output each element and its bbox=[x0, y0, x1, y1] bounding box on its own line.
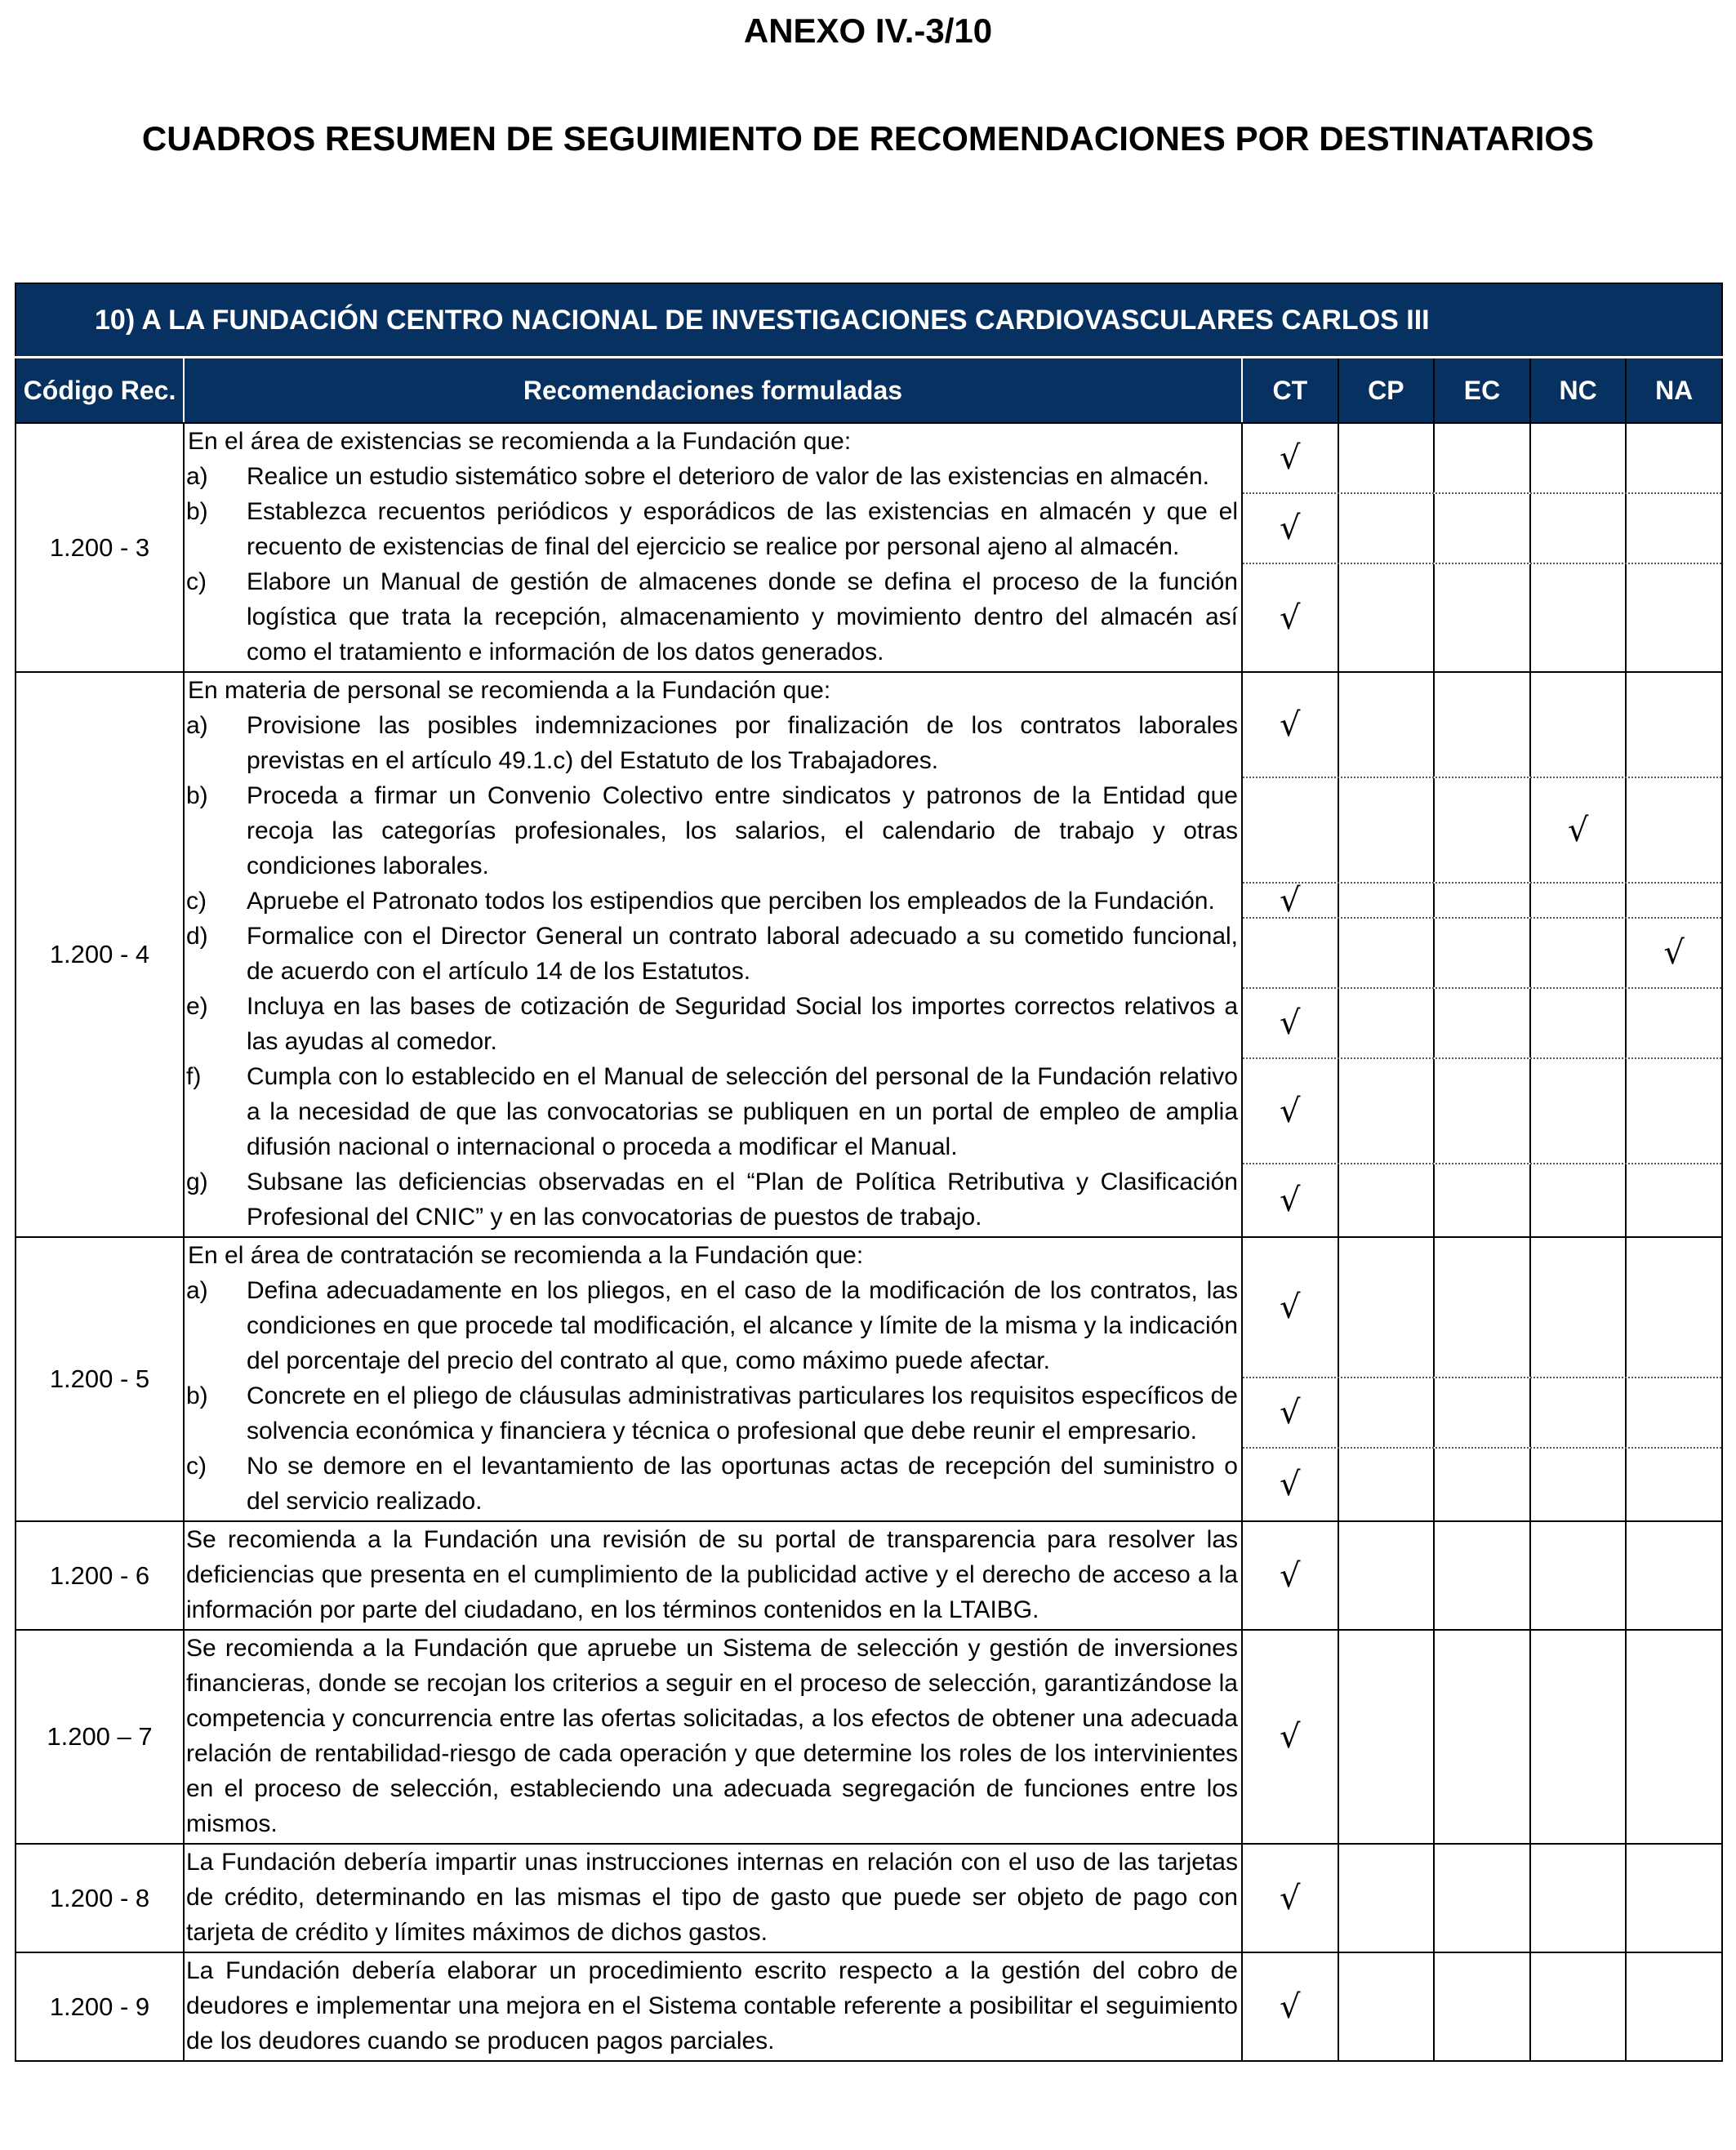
check-mark-ct: √ bbox=[1243, 1522, 1339, 1629]
status-row bbox=[1243, 1449, 1721, 1520]
check-mark-ct: √ bbox=[1243, 1631, 1339, 1843]
status-cell-ec bbox=[1435, 1059, 1531, 1163]
column-header-nc: NC bbox=[1530, 358, 1627, 424]
status-cell-nc bbox=[1531, 1164, 1627, 1236]
status-row bbox=[1243, 494, 1721, 564]
item-letter: d) bbox=[186, 923, 208, 950]
status-cell-cp bbox=[1339, 778, 1436, 882]
item-text: Apruebe el Patronato todos los estipendios que perciben los empleados de la Fundación. bbox=[247, 888, 1215, 915]
recommendation-item bbox=[185, 1164, 1241, 1235]
status-cell-na bbox=[1627, 1522, 1721, 1629]
recommendation-text-cell bbox=[184, 1952, 1242, 2061]
status-cell-ec bbox=[1435, 919, 1531, 987]
status-cell-ec bbox=[1435, 1378, 1531, 1447]
item-letter: b) bbox=[186, 782, 208, 809]
check-mark-ct: √ bbox=[1243, 1845, 1339, 1952]
recommendation-item bbox=[185, 1273, 1241, 1378]
status-cell-cp bbox=[1339, 1631, 1436, 1843]
item-text: Formalice con el Director General un contrato laboral adecuado a su cometido funcional, de acuerdo con el artículo 14 de los Estatutos. bbox=[247, 923, 1238, 985]
status-cell-ct bbox=[1243, 919, 1339, 987]
recommendation-intro: En materia de personal se recomienda a la Fundación que: bbox=[188, 677, 831, 704]
status-cell-cp bbox=[1339, 1059, 1436, 1163]
recommendation-item bbox=[185, 919, 1241, 989]
column-header-na: NA bbox=[1626, 358, 1722, 424]
item-text: Incluya en las bases de cotización de Seguridad Social los importes correctos relativos a las ayudas al comedor. bbox=[247, 993, 1238, 1055]
status-row bbox=[1243, 1522, 1721, 1629]
status-marks bbox=[1242, 1952, 1722, 2061]
status-row bbox=[1243, 1059, 1721, 1164]
item-letter: a) bbox=[186, 712, 208, 739]
status-cell-nc bbox=[1531, 1059, 1627, 1163]
status-cell-na bbox=[1627, 1845, 1721, 1952]
status-cell-cp bbox=[1339, 1845, 1436, 1952]
status-row bbox=[1243, 424, 1721, 494]
status-cell-cp bbox=[1339, 989, 1436, 1057]
status-cell-nc bbox=[1531, 1953, 1627, 2060]
status-cell-nc bbox=[1531, 989, 1627, 1057]
status-cell-na bbox=[1627, 778, 1721, 882]
status-cell-ec bbox=[1435, 494, 1531, 563]
status-cell-ec bbox=[1435, 1522, 1531, 1629]
status-cell-na bbox=[1627, 673, 1721, 777]
status-row bbox=[1243, 778, 1721, 884]
item-text: No se demore en el levantamiento de las oportunas actas de recepción del suministro o del servicio realizado. bbox=[247, 1453, 1238, 1515]
item-text: Defina adecuadamente en los pliegos, en el caso de la modificación de los contratos, las condiciones en que procede tal modificación, el alcance y límite de la misma y la indicación del porcentaje del precio del contrato al que, como máximo puede afectar. bbox=[247, 1277, 1238, 1374]
status-cell-na bbox=[1627, 1631, 1721, 1843]
item-letter: b) bbox=[186, 498, 208, 525]
status-row bbox=[1243, 1378, 1721, 1449]
check-mark-ct: √ bbox=[1243, 1378, 1339, 1447]
status-cell-nc bbox=[1531, 1522, 1627, 1629]
status-cell-cp bbox=[1339, 1522, 1436, 1629]
status-cell-ec bbox=[1435, 1845, 1531, 1952]
status-cell-nc bbox=[1531, 494, 1627, 563]
status-cell-cp bbox=[1339, 1449, 1436, 1520]
status-cell-ec bbox=[1435, 564, 1531, 671]
status-cell-nc bbox=[1531, 564, 1627, 671]
status-cell-na bbox=[1627, 884, 1721, 917]
status-marks bbox=[1242, 1630, 1722, 1844]
recommendation-code: 1.200 - 4 bbox=[16, 672, 184, 1237]
status-cell-ec bbox=[1435, 1164, 1531, 1236]
recommendation-body: La Fundación debería impartir unas instrucciones internas en relación con el uso de las tarjetas de crédito, determinando en las mismas el tipo de gasto que puede ser objeto de pago con tarjeta de crédito y límites máximos de dichos gastos. bbox=[186, 1849, 1238, 1946]
recommendation-code: 1.200 - 6 bbox=[16, 1521, 184, 1630]
recommendation-code: 1.200 – 7 bbox=[16, 1630, 184, 1844]
table-row bbox=[16, 1844, 1722, 1952]
status-cell-na bbox=[1627, 1059, 1721, 1163]
item-text: Provisione las posibles indemnizaciones por finalización de los contratos laborales previstas en el artículo 49.1.c) del Estatuto de los Trabajadores. bbox=[247, 712, 1238, 774]
status-cell-cp bbox=[1339, 1238, 1436, 1377]
recommendation-item bbox=[185, 1378, 1241, 1449]
annex-title: ANEXO IV.-3/10 bbox=[743, 11, 993, 50]
status-cell-nc bbox=[1531, 424, 1627, 492]
status-cell-ec bbox=[1435, 673, 1531, 777]
status-cell-ec bbox=[1435, 989, 1531, 1057]
status-cell-cp bbox=[1339, 673, 1436, 777]
status-row bbox=[1243, 989, 1721, 1059]
status-cell-nc bbox=[1531, 1631, 1627, 1843]
column-header-code: Código Rec. bbox=[16, 358, 184, 424]
status-cell-nc bbox=[1531, 1449, 1627, 1520]
recommendation-item bbox=[185, 708, 1241, 778]
recommendation-body: Se recomienda a la Fundación una revisión de su portal de transparencia para resolver las deficiencias que presenta en el cumplimiento de la publicidad active y el derecho de acceso a la información por parte del ciudadano, en los términos contenidos en la LTAIBG. bbox=[186, 1526, 1238, 1623]
check-mark-ct: √ bbox=[1243, 494, 1339, 563]
status-cell-nc bbox=[1531, 1845, 1627, 1952]
status-cell-na bbox=[1627, 564, 1721, 671]
check-mark-ct: √ bbox=[1243, 424, 1339, 492]
recommendation-item bbox=[185, 459, 1241, 494]
check-mark-ct: √ bbox=[1243, 1059, 1339, 1163]
item-letter: g) bbox=[186, 1168, 208, 1195]
item-letter: c) bbox=[186, 1453, 207, 1480]
recommendation-intro: En el área de existencias se recomienda a la Fundación que: bbox=[188, 428, 852, 455]
status-marks bbox=[1242, 1237, 1722, 1521]
recommendation-item bbox=[185, 989, 1241, 1059]
status-row bbox=[1243, 564, 1721, 671]
recommendation-item bbox=[185, 778, 1241, 884]
recommendation-item bbox=[185, 494, 1241, 564]
check-mark-ct: √ bbox=[1243, 884, 1339, 917]
column-header-cp: CP bbox=[1338, 358, 1435, 424]
check-mark-ct: √ bbox=[1243, 1238, 1339, 1377]
status-cell-ec bbox=[1435, 1631, 1531, 1843]
item-text: Cumpla con lo establecido en el Manual de selección del personal de la Fundación relativo a la necesidad de que las convocatorias se publiquen en un portal de empleo de amplia difusión nacional o internacional o proceda a modificar el Manual. bbox=[247, 1063, 1238, 1160]
recommendation-body: Se recomienda a la Fundación que apruebe un Sistema de selección y gestión de inversiones financieras, donde se recojan los criterios a seguir en el proceso de selección, garantizándose la competencia y concurrencia entre las ofertas solicitadas, a los efectos de obtener una adecuada relación de rentabilidad-riesgo de cada operación y que determine los roles de los intervinientes en el proceso de selección, estableciendo una adecuada segregación de funciones entre los mismos. bbox=[186, 1635, 1238, 1837]
recommendation-item bbox=[185, 884, 1241, 919]
item-letter: c) bbox=[186, 888, 207, 915]
status-cell-na bbox=[1627, 989, 1721, 1057]
status-cell-nc bbox=[1531, 1378, 1627, 1447]
status-cell-nc bbox=[1531, 673, 1627, 777]
table-row bbox=[16, 423, 1722, 672]
item-letter: a) bbox=[186, 463, 208, 490]
status-cell-na bbox=[1627, 1953, 1721, 2060]
check-mark-ct: √ bbox=[1243, 1953, 1339, 2060]
recommendation-text-cell bbox=[184, 1237, 1242, 1521]
item-letter: a) bbox=[186, 1277, 208, 1304]
status-row bbox=[1243, 1845, 1721, 1952]
status-row bbox=[1243, 881, 1721, 919]
column-header-ct: CT bbox=[1242, 358, 1338, 424]
status-cell-ec bbox=[1435, 778, 1531, 882]
check-mark-ct: √ bbox=[1243, 1449, 1339, 1520]
recommendation-code: 1.200 - 5 bbox=[16, 1237, 184, 1521]
recommendation-text-cell bbox=[184, 423, 1242, 672]
status-cell-cp bbox=[1339, 884, 1436, 917]
status-row bbox=[1243, 919, 1721, 989]
recommendation-intro: En el área de contratación se recomienda a la Fundación que: bbox=[188, 1242, 864, 1269]
status-cell-cp bbox=[1339, 494, 1436, 563]
recommendation-text-cell bbox=[184, 1844, 1242, 1952]
status-cell-cp bbox=[1339, 424, 1436, 492]
item-letter: b) bbox=[186, 1382, 208, 1409]
item-text: Elabore un Manual de gestión de almacenes donde se defina el proceso de la función logística que trata la recepción, almacenamiento y movimiento dentro del almacén así como el tratamiento e información de los datos generados. bbox=[247, 568, 1238, 665]
status-cell-nc bbox=[1531, 884, 1627, 917]
status-cell-nc bbox=[1531, 1238, 1627, 1377]
status-marks bbox=[1242, 1844, 1722, 1952]
recommendation-text-cell bbox=[184, 1521, 1242, 1630]
status-cell-cp bbox=[1339, 1164, 1436, 1236]
status-cell-nc bbox=[1531, 919, 1627, 987]
table-row bbox=[16, 1237, 1722, 1521]
recommendation-code: 1.200 - 8 bbox=[16, 1844, 184, 1952]
check-mark-ct: √ bbox=[1243, 989, 1339, 1057]
recommendation-item bbox=[185, 1059, 1241, 1164]
status-cell-ec bbox=[1435, 1238, 1531, 1377]
table-row bbox=[16, 672, 1722, 1237]
status-row bbox=[1243, 1631, 1721, 1843]
status-row bbox=[1243, 1238, 1721, 1378]
column-header-recommendations: Recomendaciones formuladas bbox=[184, 358, 1242, 424]
recommendation-code: 1.200 - 9 bbox=[16, 1952, 184, 2061]
check-mark-nc: √ bbox=[1531, 778, 1627, 882]
status-cell-na bbox=[1627, 494, 1721, 563]
column-header-ec: EC bbox=[1434, 358, 1530, 424]
check-mark-ct: √ bbox=[1243, 1164, 1339, 1236]
status-cell-ec bbox=[1435, 424, 1531, 492]
item-text: Proceda a firmar un Convenio Colectivo entre sindicatos y patronos de la Entidad que recoja las categorías profesionales, los salarios, el calendario de trabajo y otras condiciones laborales. bbox=[247, 782, 1238, 879]
status-cell-ec bbox=[1435, 884, 1531, 917]
recommendation-text-cell bbox=[184, 1630, 1242, 1844]
status-row bbox=[1243, 1164, 1721, 1236]
status-cell-cp bbox=[1339, 564, 1436, 671]
table-row bbox=[16, 1952, 1722, 2061]
status-cell-cp bbox=[1339, 1378, 1436, 1447]
item-text: Realice un estudio sistemático sobre el deterioro de valor de las existencias en almacén. bbox=[247, 463, 1209, 490]
status-cell-ec bbox=[1435, 1953, 1531, 2060]
status-cell-cp bbox=[1339, 919, 1436, 987]
status-marks bbox=[1242, 1521, 1722, 1630]
check-mark-ct: √ bbox=[1243, 564, 1339, 671]
check-mark-ct: √ bbox=[1243, 673, 1339, 777]
recommendation-code: 1.200 - 3 bbox=[16, 423, 184, 672]
status-marks bbox=[1242, 423, 1722, 672]
item-text: Subsane las deficiencias observadas en el “Plan de Política Retributiva y Clasificación Profesional del CNIC” y en las convocatorias de puestos de trabajo. bbox=[247, 1168, 1238, 1231]
status-row bbox=[1243, 1953, 1721, 2060]
section-title: 10) A LA FUNDACIÓN CENTRO NACIONAL DE INVESTIGACIONES CARDIOVASCULARES CARLOS III bbox=[16, 283, 1722, 358]
item-letter: e) bbox=[186, 993, 208, 1020]
recommendation-body: La Fundación debería elaborar un procedimiento escrito respecto a la gestión del cobro de deudores e implementar una mejora en el Sistema contable referente a posibilitar el seguimiento de los deudores cuando se producen pagos parciales. bbox=[186, 1957, 1238, 2054]
table-row bbox=[16, 1521, 1722, 1630]
status-cell-na bbox=[1627, 1378, 1721, 1447]
status-row bbox=[1243, 673, 1721, 778]
status-cell-na bbox=[1627, 1164, 1721, 1236]
document-subtitle: CUADROS RESUMEN DE SEGUIMIENTO DE RECOMENDACIONES POR DESTINATARIOS bbox=[141, 119, 1595, 158]
status-cell-na bbox=[1627, 1238, 1721, 1377]
status-cell-ct bbox=[1243, 778, 1339, 882]
status-marks bbox=[1242, 672, 1722, 1237]
item-text: Establezca recuentos periódicos y esporádicos de las existencias en almacén y que el recuento de existencias de final del ejercicio se realice por personal ajeno al almacén. bbox=[247, 498, 1238, 560]
status-cell-ec bbox=[1435, 1449, 1531, 1520]
recommendation-text-cell bbox=[184, 672, 1242, 1237]
status-cell-na bbox=[1627, 424, 1721, 492]
status-cell-cp bbox=[1339, 1953, 1436, 2060]
table-row bbox=[16, 1630, 1722, 1844]
check-mark-na: √ bbox=[1663, 934, 1685, 972]
recommendations-table bbox=[15, 283, 1723, 2062]
recommendation-item bbox=[185, 564, 1241, 670]
item-letter: f) bbox=[186, 1063, 202, 1090]
item-letter: c) bbox=[186, 568, 207, 595]
item-text: Concrete en el pliego de cláusulas administrativas particulares los requisitos específicos de solvencia económica y financiera y técnica o profesional que debe reunir el empresario. bbox=[247, 1382, 1238, 1444]
recommendation-item bbox=[185, 1449, 1241, 1519]
status-cell-na bbox=[1627, 1449, 1721, 1520]
